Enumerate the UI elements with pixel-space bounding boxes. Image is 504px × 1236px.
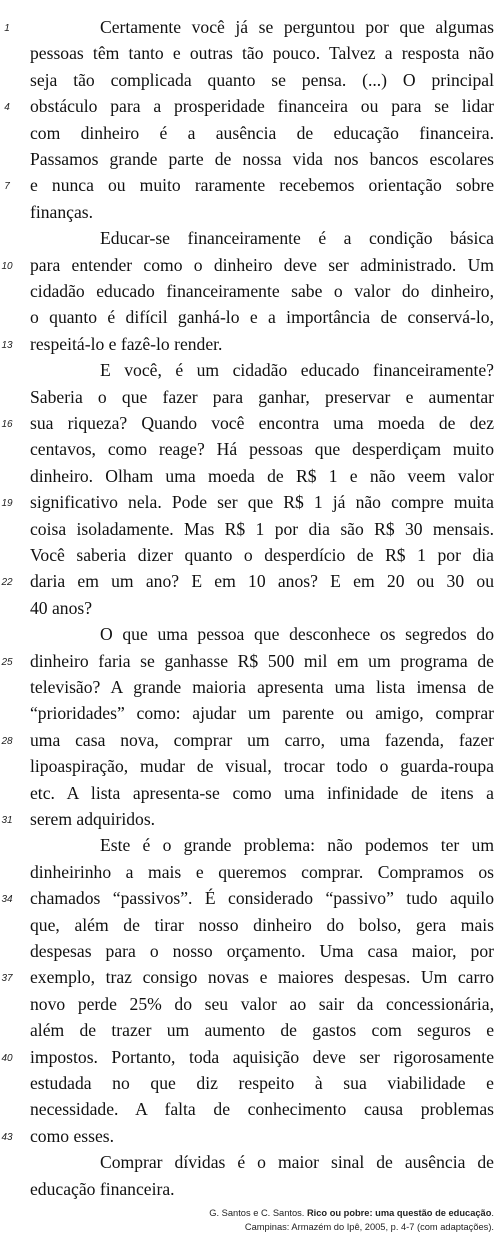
text-line: para entender como o dinheiro deve ser administrado. Um	[30, 254, 494, 275]
line-number: 1	[4, 23, 10, 34]
text-line: Comprar dívidas é o maior sinal de ausência de	[100, 1152, 494, 1173]
text-line: pessoas têm tanto e outras tão pouco. Talvez a resposta não	[30, 43, 494, 64]
text-line: respeitá-lo e fazê-lo render.	[30, 333, 223, 354]
text-line: Passamos grande parte de nossa vida nos bancos escolares	[30, 149, 494, 169]
citation-end: .	[491, 1208, 494, 1218]
text-line: novo perde 25% do seu valor ao sair da concessionária,	[30, 993, 494, 1014]
line-number: 31	[1, 815, 13, 826]
text-line: serem adquiridos.	[30, 809, 156, 829]
text-line: significativo nela. Pode ser que R$ 1 já não compre muita	[30, 492, 494, 513]
text-line: além de trazer um aumento de gastos com seguros e	[30, 1020, 494, 1041]
text-line: despesas para o nosso orçamento. Uma casa maior, por	[30, 941, 494, 961]
source-citation	[94, 1206, 494, 1234]
text-line: etc. A lista apresenta-se como uma infinidade de itens a	[30, 782, 494, 803]
line-number: 28	[1, 735, 13, 747]
citation-publisher: Campinas: Armazém do Ipê, 2005, p. 4-7 (com adaptações).	[244, 1222, 494, 1232]
citation-authors: G. Santos e C. Santos.	[209, 1208, 305, 1218]
citation-title: Rico ou pobre	[306, 1208, 370, 1218]
line-number: 25	[1, 656, 13, 668]
text-line: dinheiro faria se ganhasse R$ 500 mil em um programa de	[30, 650, 494, 671]
line-number: 43	[1, 1131, 13, 1143]
line-number: 34	[1, 894, 13, 906]
line-number: 4	[4, 102, 10, 114]
line-number: 16	[1, 419, 13, 430]
text-line: exemplo, traz consigo novas e maiores despesas. Um carro	[30, 967, 494, 988]
line-number: 7	[4, 181, 10, 193]
text-line: com dinheiro é a ausência de educação financeira.	[30, 122, 494, 143]
citation-subtitle: : uma questão de educação	[369, 1208, 492, 1218]
text-line: Certamente você já se perguntou por que algumas	[100, 17, 494, 37]
text-line: seja tão complicada quanto se pensa. (...) O principal	[30, 69, 494, 90]
text-line: lipoaspiração, mudar de visual, trocar todo o guarda-roupa	[30, 756, 494, 777]
text-line: coisa isoladamente. Mas R$ 1 por dia são R$ 30 mensais.	[30, 518, 494, 539]
text-line: necessidade. A falta de conhecimento causa problemas	[30, 1099, 494, 1120]
text-line: centavos, como reage? Há pessoas que desperdiçam muito	[30, 439, 494, 460]
text-line: e nunca ou muito raramente recebemos orientação sobre	[30, 175, 494, 196]
line-number: 10	[1, 260, 13, 272]
text-line: como esses.	[30, 1125, 115, 1146]
text-line: chamados “passivos”. É considerado “passivo” tudo aquilo	[30, 888, 494, 909]
text-line: 40 anos?	[30, 597, 93, 618]
text-line: obstáculo para a prosperidade financeira ou para se lidar	[30, 96, 494, 117]
text-line: estudada no que diz respeito à sua viabilidade e	[30, 1073, 494, 1093]
text-line: o quanto é difícil ganhá-lo e a importância de conservá-lo,	[30, 307, 494, 328]
text-line: dinheirinho a mais e queremos comprar. Compramos os	[30, 861, 494, 882]
line-number: 22	[1, 577, 13, 589]
text-line: sua riqueza? Quando você encontra uma moeda de dez	[30, 413, 494, 433]
text-line: dinheiro. Olham uma moeda de R$ 1 e não veem valor	[30, 465, 494, 486]
text-line: O que uma pessoa que desconhece os segredos do	[100, 624, 494, 645]
text-line: impostos. Portanto, toda aquisição deve ser rigorosamente	[30, 1046, 494, 1067]
text-line: cidadão educado financeiramente sabe o valor do dinheiro,	[30, 281, 494, 301]
text-line: E você, é um cidadão educado financeiramente?	[100, 360, 494, 381]
text-line: daria em um ano? E em 10 anos? E em 20 ou 30 ou	[30, 571, 494, 592]
citation-line-1	[94, 1206, 494, 1220]
text-line: finanças.	[30, 201, 94, 222]
text-line: que, além de tirar nosso dinheiro do bolso, gera mais	[30, 914, 494, 935]
line-number: 13	[1, 339, 13, 351]
text-line: Saberia o que fazer para ganhar, preservar e aumentar	[30, 386, 494, 407]
line-number: 19	[1, 498, 13, 510]
line-number: 37	[1, 973, 13, 985]
text-line: Educar-se financeiramente é a condição básica	[100, 228, 494, 249]
text-line: Você saberia dizer quanto o desperdício de R$ 1 por dia	[30, 545, 494, 565]
text-line: televisão? A grande maioria apresenta uma lista imensa de	[30, 677, 494, 697]
line-number: 40	[1, 1052, 13, 1064]
text-line: “prioridades” como: ajudar um parente ou amigo, comprar	[30, 703, 494, 724]
text-line: uma casa nova, comprar um carro, uma fazenda, fazer	[30, 729, 494, 750]
text-line: educação financeira.	[30, 1178, 175, 1199]
text-line: Este é o grande problema: não podemos ter um	[100, 835, 494, 856]
